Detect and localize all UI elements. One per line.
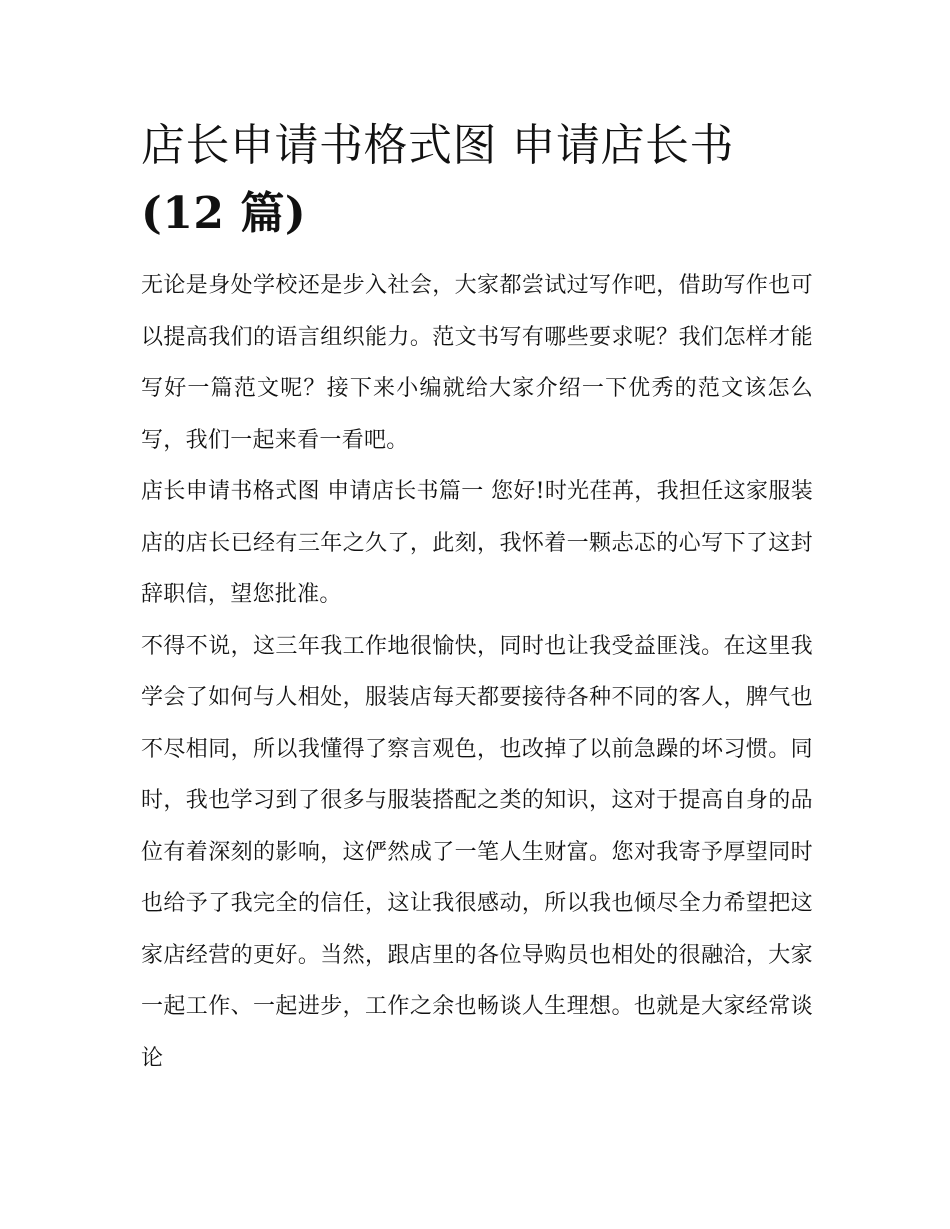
paragraph-section-one: 店长申请书格式图 申请店长书篇一 您好!时光荏苒，我担任这家服装店的店长已经有三年之久了，此刻，我怀着一颗忐忑的心写下了这封辞职信，望您批准。 [141,479,813,607]
document-title [141,112,813,248]
document-body [141,260,813,1084]
paragraph-intro: 无论是身处学校还是步入社会，大家都尝试过写作吧，借助写作也可以提高我们的语言组织能力。范文书写有哪些要求呢？我们怎样才能写好一篇范文呢？接下来小编就给大家介绍一下优秀的范文该怎么写，我们一起来看一看吧。 [141,273,813,453]
paragraph-body: 不得不说，这三年我工作地很愉快，同时也让我受益匪浅。在这里我学会了如何与人相处，服装店每天都要接待各种不同的客人，脾气也不尽相同，所以我懂得了察言观色，也改掉了以前急躁的坏习惯。同时，我也学习到了很多与服装搭配之类的知识，这对于提高自身的品位有着深刻的影响，这俨然成了一笔人生财富。您对我寄予厚望同时也给予了我完全的信任，这让我很感动，所以我也倾尽全力希望把这家店经营的更好。当然，跟店里的各位导购员也相处的很融洽，大家一起工作、一起进步，工作之余也畅谈人生理想。也就是大家经常谈论 [141,633,813,1071]
title-line-2: (12 篇) [141,188,307,239]
document-page [141,112,813,1084]
title-line-1: 店长申请书格式图 申请店长书 [141,120,734,171]
